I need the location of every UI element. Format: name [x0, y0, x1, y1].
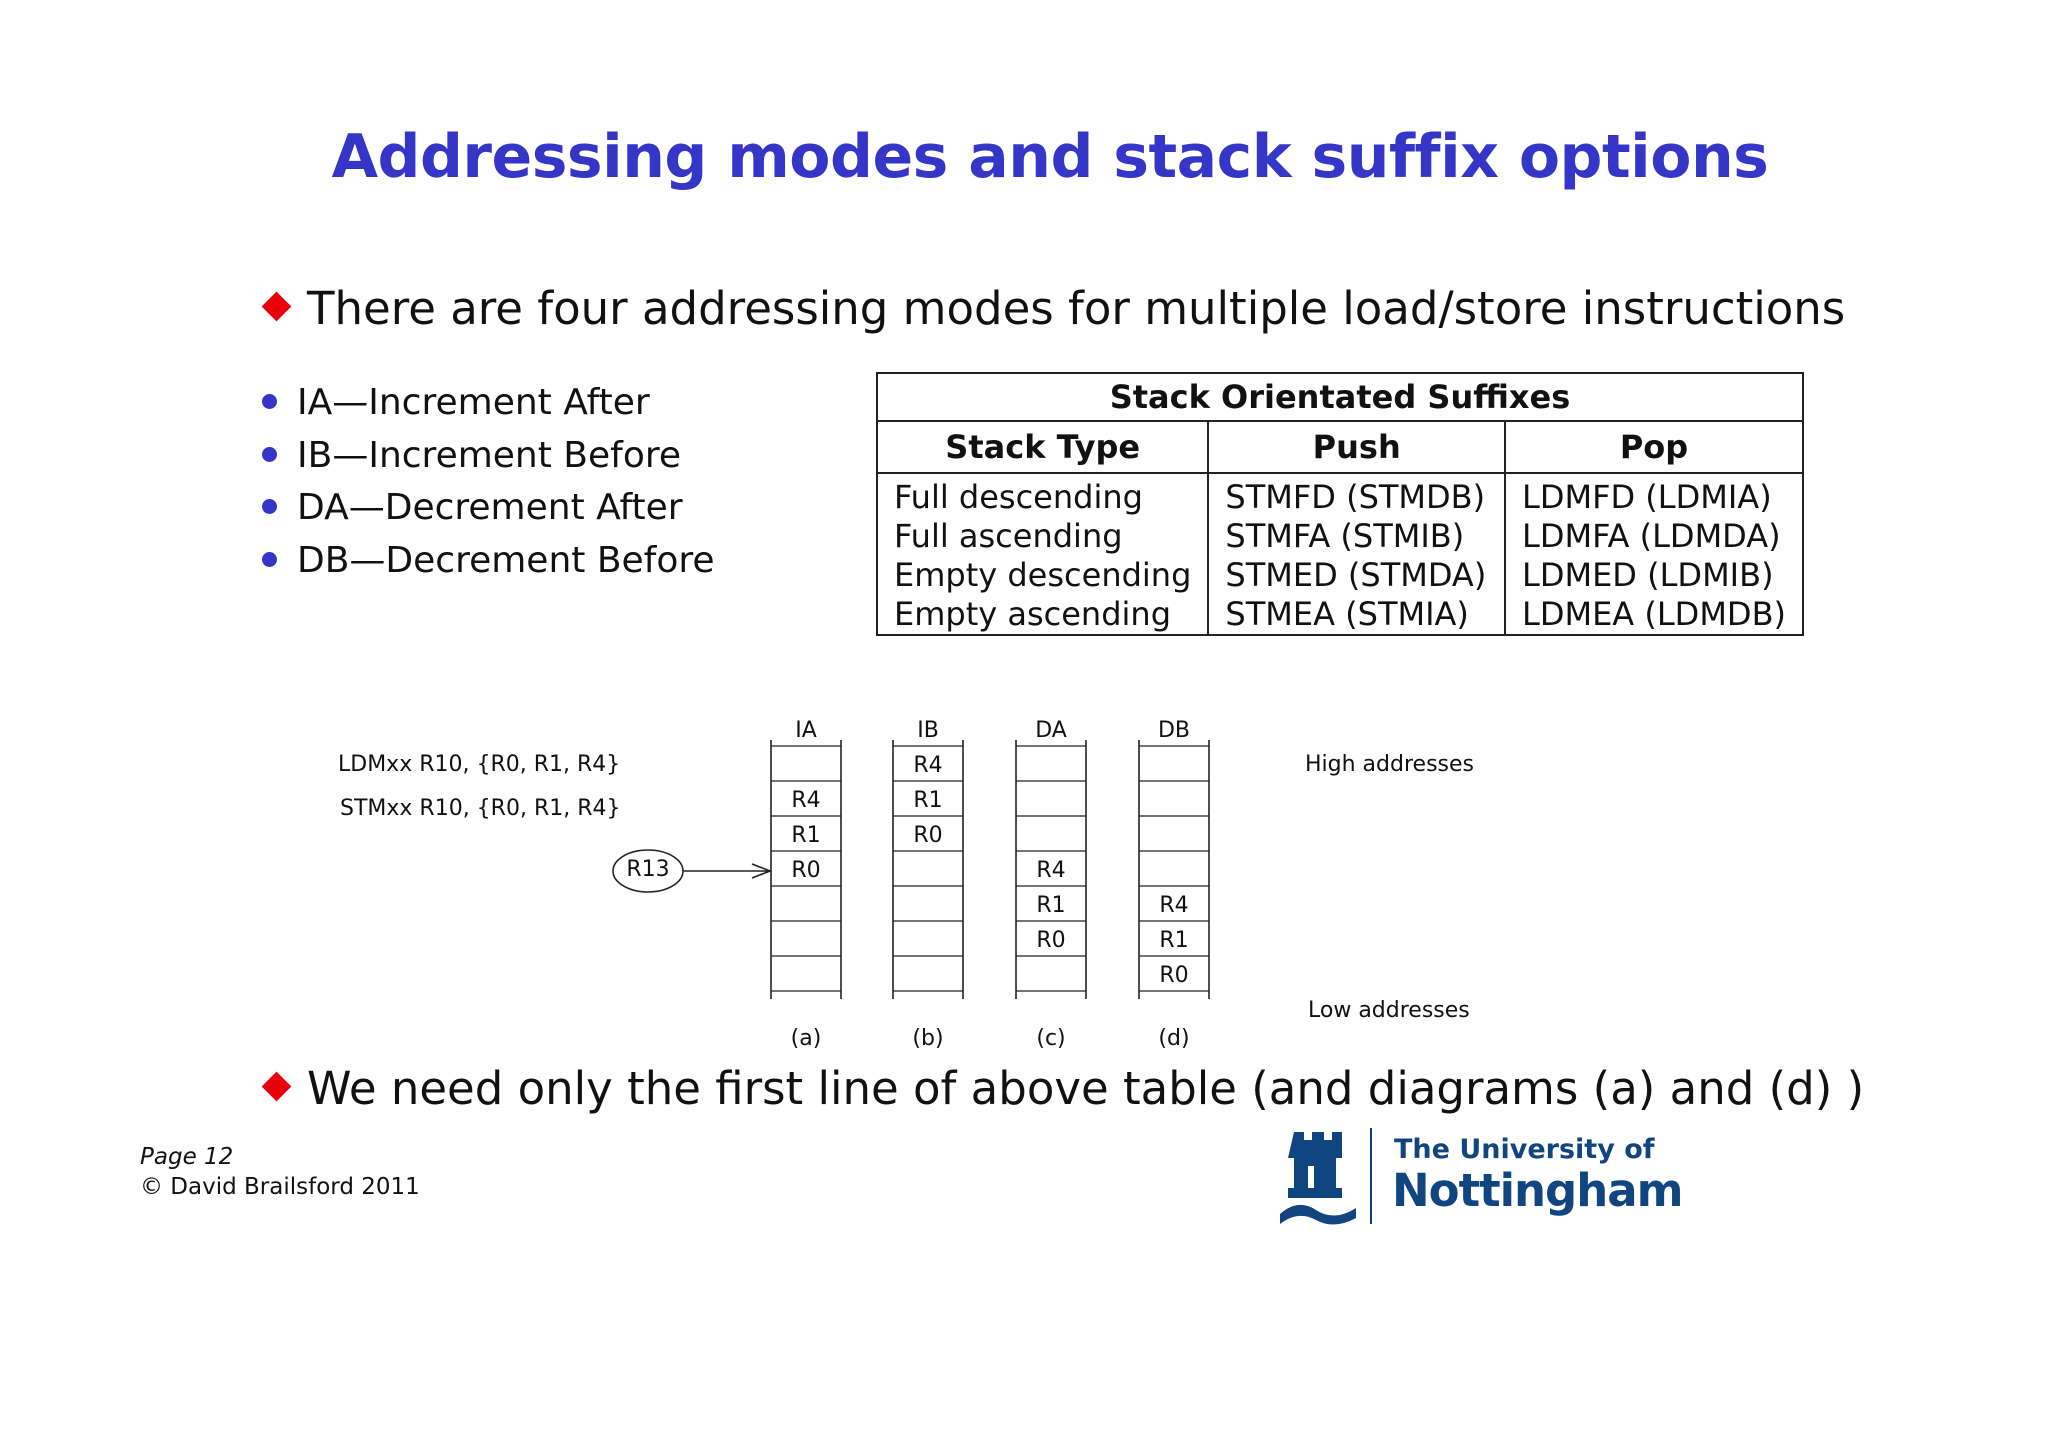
university-logo [1278, 1124, 1683, 1228]
list-item [262, 482, 715, 535]
main-bullet-1-text: There are four addressing modes for multiple load/store instructions [307, 282, 1846, 335]
page-number: Page 12 [140, 1144, 234, 1170]
stack-cell: R4 [1036, 858, 1066, 883]
table-header-push: Push [1208, 421, 1505, 473]
stack-cell: R0 [1036, 928, 1066, 953]
column-lines [1138, 740, 1210, 1040]
table-cell: Full ascending [894, 517, 1123, 555]
stack-cell: R4 [1159, 893, 1189, 918]
mode-abbr: IA [297, 382, 333, 423]
column-mode-label: IB [917, 718, 939, 743]
dash: — [348, 487, 385, 528]
mode-name: Increment After [368, 382, 650, 423]
stack-cell: R1 [913, 788, 943, 813]
column-caption: (d) [1158, 1026, 1190, 1051]
mode-abbr: DB [297, 539, 350, 581]
mode-abbr: DA [297, 487, 349, 528]
stack-suffix-table [876, 372, 1804, 636]
column-lines [1015, 740, 1087, 1040]
bullet-dot-icon [262, 447, 277, 462]
list-item [262, 430, 715, 483]
list-item [262, 535, 715, 588]
stack-cell: R4 [913, 753, 943, 778]
mode-name: Increment Before [368, 434, 682, 476]
logo-line-2: Nottingham [1392, 1164, 1683, 1217]
addressing-mode-list [262, 377, 715, 587]
list-item [262, 377, 715, 430]
table-caption: Stack Orientated Suffixes [877, 373, 1803, 421]
table-cell: STMFA (STMIB) [1225, 517, 1465, 555]
table-cell: LDMFD (LDMIA) [1522, 478, 1772, 516]
table-cell: LDMED (LDMIB) [1522, 556, 1774, 594]
stack-cell: R1 [1036, 893, 1066, 918]
table-cell: Empty ascending [894, 595, 1171, 633]
table-cell: LDMEA (LDMDB) [1522, 595, 1786, 633]
dash: — [349, 539, 386, 581]
stm-instruction-label: STMxx R10, {R0, R1, R4} [340, 796, 621, 821]
stack-cell: R0 [913, 823, 943, 848]
column-lines [892, 740, 964, 1040]
stack-cell: R4 [791, 788, 821, 813]
table-cell: Full descending [894, 478, 1143, 516]
mode-abbr: IB [297, 434, 333, 476]
slide-title: Addressing modes and stack suffix options [331, 122, 1769, 192]
mode-name: Decrement Before [385, 539, 715, 581]
column-mode-label: DB [1157, 718, 1191, 743]
table-header-pop: Pop [1505, 421, 1803, 473]
column-mode-label: IA [795, 718, 817, 743]
column-lines [770, 740, 842, 1040]
high-addresses-label: High addresses [1305, 752, 1474, 777]
castle-crest-icon [1278, 1124, 1358, 1228]
pop-cell [1505, 473, 1803, 635]
stack-type-cell [877, 473, 1208, 635]
dash: — [332, 434, 369, 476]
diamond-bullet-icon [262, 292, 292, 322]
table-cell: STMED (STMDA) [1225, 556, 1487, 594]
column-caption: (c) [1036, 1026, 1066, 1051]
stack-cell: R0 [1159, 963, 1189, 988]
column-caption: (a) [790, 1026, 822, 1051]
table-cell: Empty descending [894, 556, 1192, 594]
main-bullet-2 [266, 1062, 1864, 1115]
dash: — [332, 382, 369, 423]
low-addresses-label: Low addresses [1308, 998, 1470, 1023]
main-bullet-2-text: We need only the first line of above table (and diagrams (a) and (d) ) [307, 1062, 1865, 1115]
logo-line-1: The University of [1394, 1134, 1655, 1165]
column-caption: (b) [912, 1026, 944, 1051]
stack-cell: R1 [791, 823, 821, 848]
table-cell: STMFD (STMDB) [1225, 478, 1486, 516]
main-bullet-1 [266, 282, 1845, 335]
r13-label: R13 [626, 857, 670, 882]
stack-cell: R1 [1159, 928, 1189, 953]
diamond-bullet-icon [262, 1072, 292, 1102]
stack-cell: R0 [791, 858, 821, 883]
table-cell: LDMFA (LDMDA) [1522, 517, 1781, 555]
table-cell: STMEA (STMIA) [1225, 595, 1469, 633]
bullet-dot-icon [262, 394, 277, 409]
logo-divider [1370, 1128, 1372, 1224]
push-cell [1208, 473, 1505, 635]
column-mode-label: DA [1035, 718, 1067, 743]
bullet-dot-icon [262, 499, 277, 514]
bullet-dot-icon [262, 552, 277, 567]
table-header-stack-type: Stack Type [877, 421, 1208, 473]
copyright: © David Brailsford 2011 [140, 1174, 420, 1200]
ldm-instruction-label: LDMxx R10, {R0, R1, R4} [338, 752, 621, 777]
mode-name: Decrement After [384, 487, 683, 528]
